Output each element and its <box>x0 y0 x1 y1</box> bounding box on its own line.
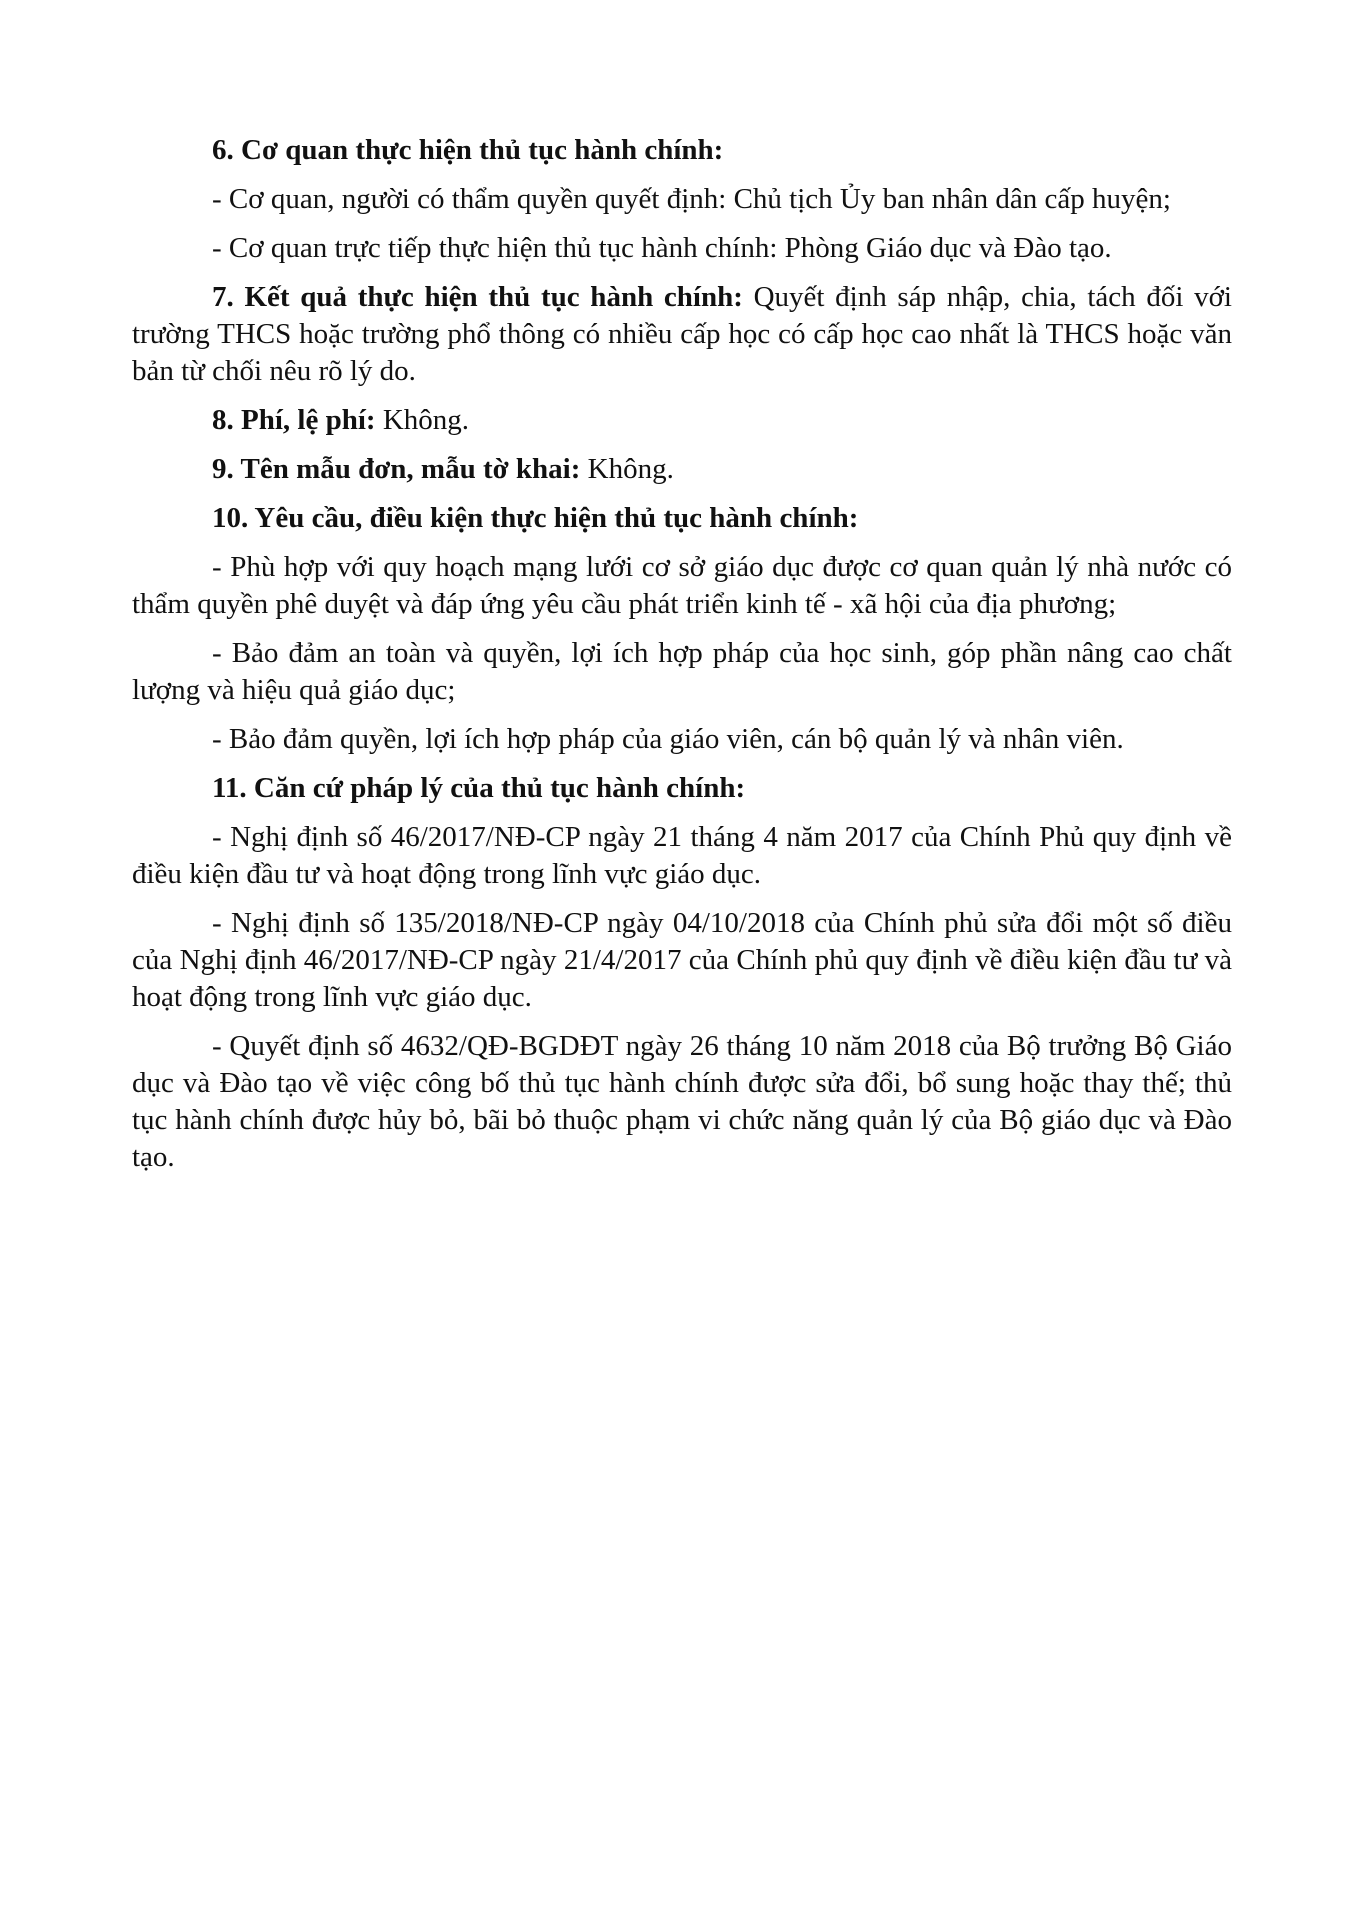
section-10-heading: 10. Yêu cầu, điều kiện thực hiện thủ tục hành chính: <box>212 502 859 534</box>
section-11-item-2: - Nghị định số 135/2018/NĐ-CP ngày 04/10/2018 của Chính phủ sửa đổi một số điều của Nghị định 46/2017/NĐ-CP ngày 21/4/2017 của Chính phủ quy định về điều kiện đầu tư và hoạt động trong lĩnh vực giáo dục. <box>132 907 1232 1013</box>
section-7-paragraph <box>132 279 1232 390</box>
section-8-label: 8. Phí, lệ phí: <box>212 404 376 436</box>
section-6-heading: 6. Cơ quan thực hiện thủ tục hành chính: <box>212 134 724 166</box>
section-10-item-2: - Bảo đảm an toàn và quyền, lợi ích hợp pháp của học sinh, góp phần nâng cao chất lượng và hiệu quả giáo dục; <box>132 637 1232 706</box>
section-11-item-1: - Nghị định số 46/2017/NĐ-CP ngày 21 tháng 4 năm 2017 của Chính Phủ quy định về điều kiện đầu tư và hoạt động trong lĩnh vực giáo dục. <box>132 821 1232 890</box>
section-10-item-1: - Phù hợp với quy hoạch mạng lưới cơ sở giáo dục được cơ quan quản lý nhà nước có thẩm quyền phê duyệt và đáp ứng yêu cầu phát triển kinh tế - xã hội của địa phương; <box>132 551 1232 620</box>
section-6-item-1: - Cơ quan, người có thẩm quyền quyết định: Chủ tịch Ủy ban nhân dân cấp huyện; <box>212 183 1171 215</box>
section-9-label: 9. Tên mẫu đơn, mẫu tờ khai: <box>212 453 581 485</box>
section-9-text: Không. <box>580 453 674 485</box>
section-8-text: Không. <box>375 404 470 436</box>
section-9-paragraph <box>132 451 1232 488</box>
section-7-label: 7. Kết quả thực hiện thủ tục hành chính: <box>212 281 743 313</box>
section-8-paragraph <box>132 402 1232 439</box>
section-11-item-3: - Quyết định số 4632/QĐ-BGDĐT ngày 26 tháng 10 năm 2018 của Bộ trưởng Bộ Giáo dục và Đào tạo về việc công bố thủ tục hành chính được sửa đổi, bổ sung hoặc thay thế; thủ tục hành chính được hủy bỏ, bãi bỏ thuộc phạm vi chức năng quản lý của Bộ giáo dục và Đào tạo. <box>132 1030 1232 1173</box>
section-7-text: Quyết định sáp nhập, chia, tách đối với trường THCS hoặc trường phổ thông có nhiều cấp học có cấp học cao nhất là THCS hoặc văn bản từ chối nêu rõ lý do. <box>132 281 1232 387</box>
section-11-heading: 11. Căn cứ pháp lý của thủ tục hành chính: <box>212 772 746 804</box>
section-6-item-2: - Cơ quan trực tiếp thực hiện thủ tục hành chính: Phòng Giáo dục và Đào tạo. <box>212 232 1112 264</box>
section-10-item-3: - Bảo đảm quyền, lợi ích hợp pháp của giáo viên, cán bộ quản lý và nhân viên. <box>212 723 1124 755</box>
document-page <box>132 132 1232 1188</box>
